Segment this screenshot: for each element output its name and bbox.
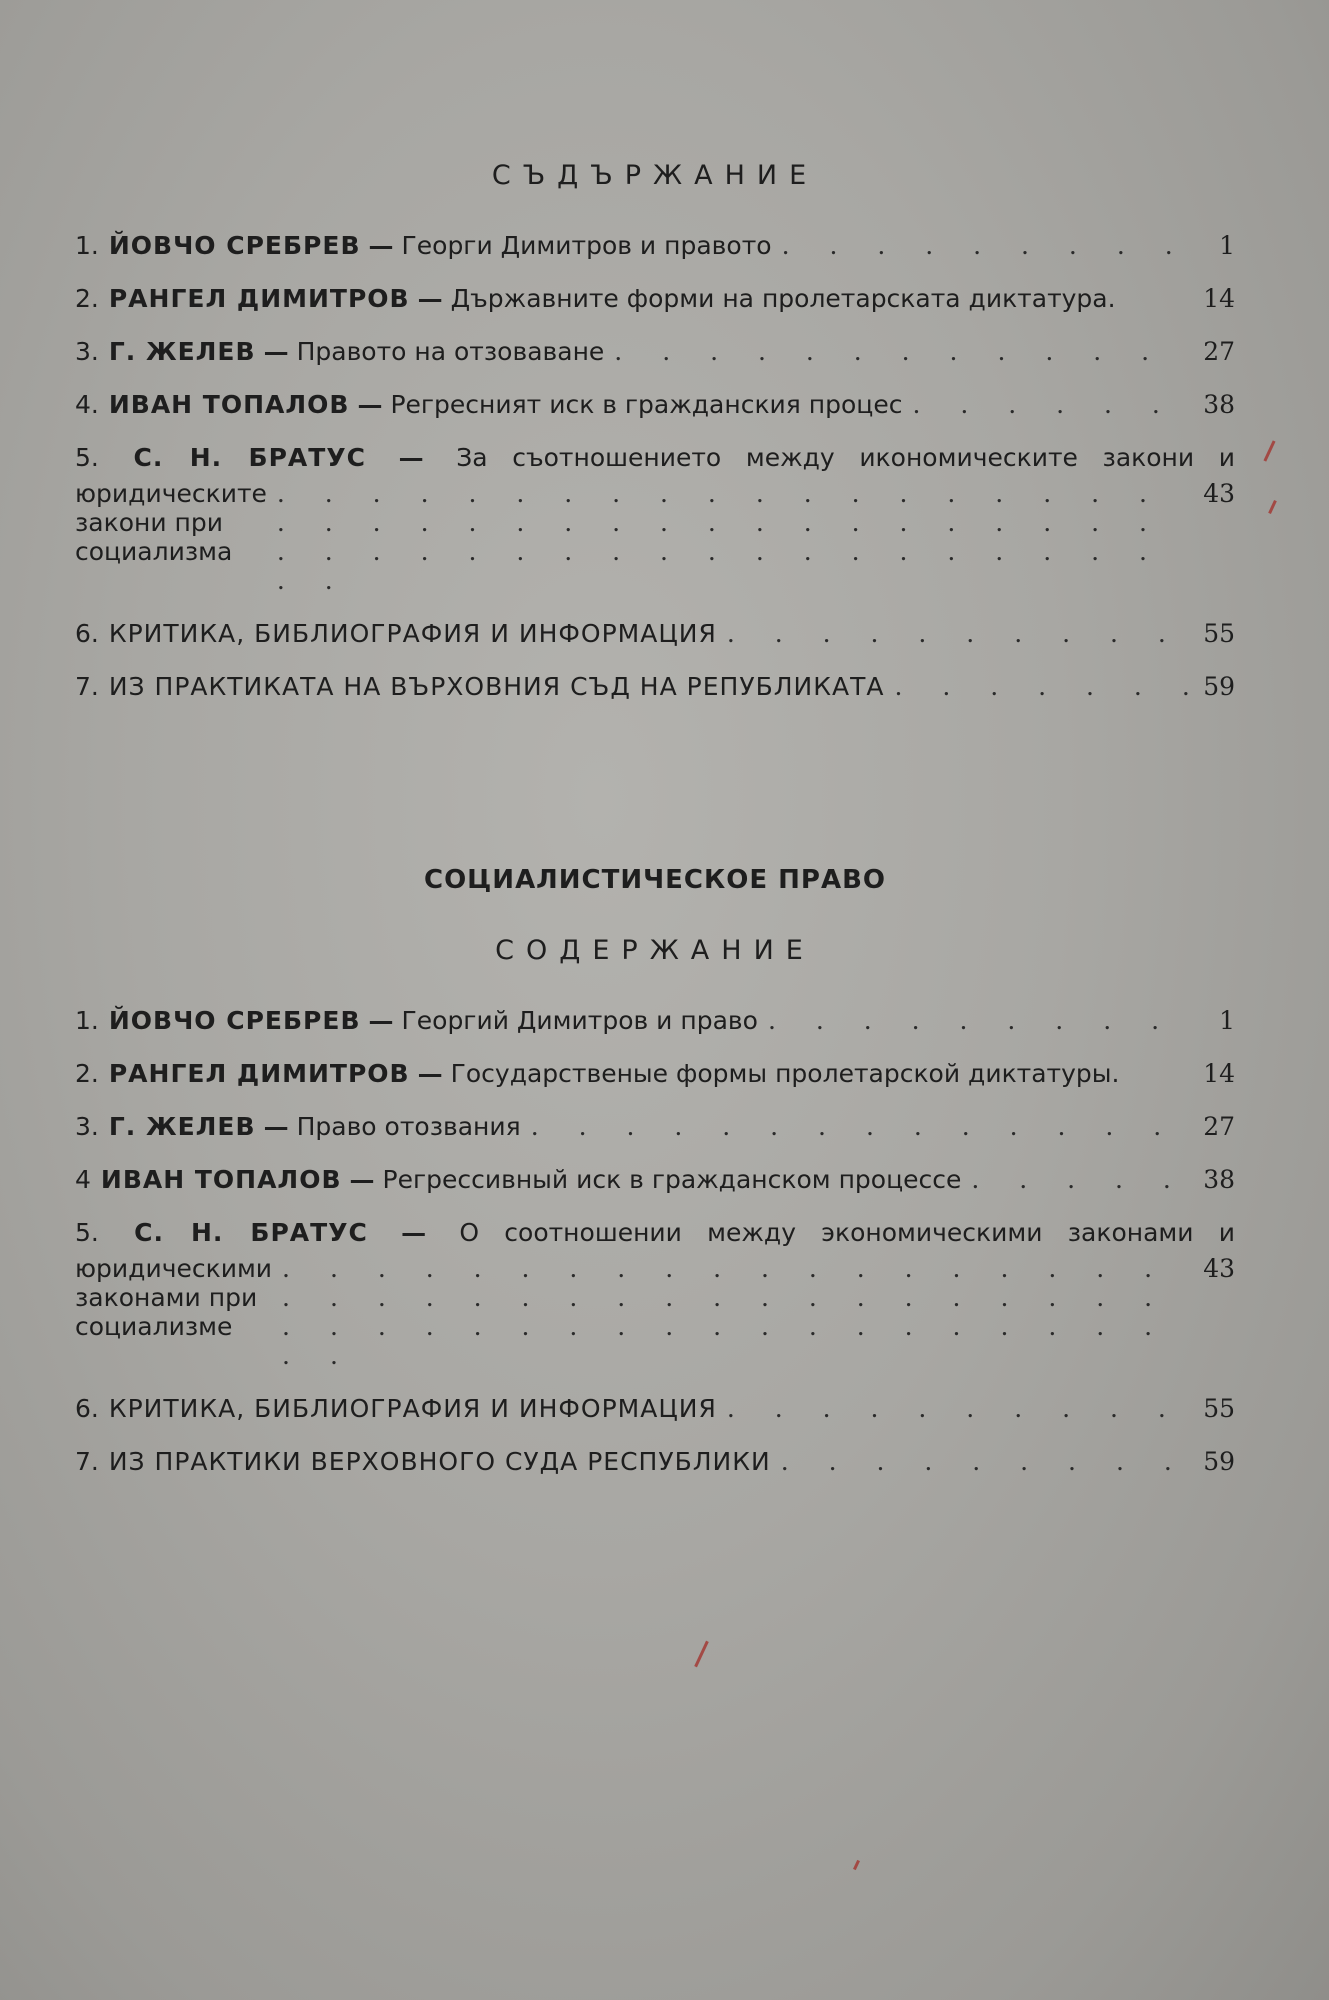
item-title: Правото на отзоваване bbox=[296, 337, 605, 366]
item-number: 3. bbox=[75, 337, 99, 366]
item-page: 1 bbox=[1219, 1006, 1235, 1035]
item-title: Георги Димитров и правото bbox=[401, 231, 772, 260]
item-number: 1. bbox=[75, 1006, 99, 1035]
toc-item bbox=[75, 443, 1235, 595]
item-dash: — bbox=[417, 1059, 443, 1088]
item-page: 55 bbox=[1203, 1394, 1235, 1423]
item-author: Г. ЖЕЛЕВ bbox=[108, 1112, 256, 1141]
paper-mark bbox=[694, 1641, 709, 1668]
dot-leader bbox=[727, 619, 1191, 648]
dot-leader bbox=[971, 1165, 1191, 1194]
item-dash: — bbox=[263, 1112, 289, 1141]
toc-list-bg bbox=[75, 231, 1235, 701]
toc-item bbox=[75, 390, 1235, 419]
item-page: 38 bbox=[1203, 1165, 1235, 1194]
item-number: 7. bbox=[75, 1447, 99, 1476]
item-author: ИВАН ТОПАЛОВ bbox=[100, 1165, 342, 1194]
dot-leader bbox=[894, 672, 1191, 701]
toc-item bbox=[75, 1059, 1235, 1088]
toc-item bbox=[75, 1218, 1235, 1370]
dot-leader bbox=[282, 1254, 1191, 1370]
item-dash: — bbox=[368, 231, 394, 260]
journal-title: СОЦИАЛИСТИЧЕСКОЕ ПРАВО bbox=[424, 865, 886, 895]
item-number: 4 bbox=[75, 1165, 91, 1194]
paper-mark bbox=[1268, 500, 1277, 514]
item-dash: — bbox=[349, 1165, 375, 1194]
toc-item bbox=[75, 1447, 1235, 1476]
toc-list-ru bbox=[75, 1006, 1235, 1476]
toc-item bbox=[75, 1394, 1235, 1423]
item-page: 27 bbox=[1203, 337, 1235, 366]
item-dash: — bbox=[398, 443, 424, 472]
item-number: 2. bbox=[75, 284, 99, 313]
item-second-line bbox=[75, 1254, 1235, 1370]
item-title: Георгий Димитров и право bbox=[401, 1006, 758, 1035]
russian-contents bbox=[75, 865, 1235, 1500]
item-number: 6. bbox=[75, 1394, 99, 1423]
item-first-line bbox=[75, 443, 1235, 473]
item-title-continued: юридическими законами при социализме bbox=[75, 1254, 273, 1341]
item-title: О соотношении между экономическими законами и bbox=[459, 1218, 1236, 1247]
contents-heading-ru: СОДЕРЖАНИЕ bbox=[495, 935, 815, 966]
item-page: 43 bbox=[1203, 1254, 1235, 1283]
toc-item bbox=[75, 1112, 1235, 1141]
toc-item bbox=[75, 672, 1235, 701]
item-dash: — bbox=[417, 284, 443, 313]
item-section-title: КРИТИКА, БИБЛИОГРАФИЯ И ИНФОРМАЦИЯ bbox=[108, 619, 717, 648]
dot-leader bbox=[531, 1112, 1191, 1141]
item-page: 38 bbox=[1203, 390, 1235, 419]
toc-item bbox=[75, 619, 1235, 648]
item-page: 43 bbox=[1203, 479, 1235, 508]
item-page: 14 bbox=[1203, 284, 1235, 313]
dot-leader bbox=[277, 479, 1191, 595]
item-first-line bbox=[75, 1218, 1235, 1248]
dot-leader bbox=[614, 337, 1191, 366]
toc-item bbox=[75, 231, 1235, 260]
dot-leader bbox=[768, 1006, 1191, 1035]
item-section-title: ИЗ ПРАКТИКИ ВЕРХОВНОГО СУДА РЕСПУБЛИКИ bbox=[108, 1447, 771, 1476]
item-page: 59 bbox=[1203, 1447, 1235, 1476]
item-page: 27 bbox=[1203, 1112, 1235, 1141]
item-title: Регрессивный иск в гражданском процессе bbox=[382, 1165, 962, 1194]
item-title: Право отозвания bbox=[296, 1112, 521, 1141]
item-number: 4. bbox=[75, 390, 99, 419]
item-dash: — bbox=[401, 1218, 427, 1247]
item-author: ИВАН ТОПАЛОВ bbox=[108, 390, 350, 419]
dot-leader bbox=[727, 1394, 1191, 1423]
item-author: С. Н. БРАТУС bbox=[134, 1218, 368, 1247]
item-number: 1. bbox=[75, 231, 99, 260]
item-section-title: КРИТИКА, БИБЛИОГРАФИЯ И ИНФОРМАЦИЯ bbox=[108, 1394, 717, 1423]
toc-item bbox=[75, 1165, 1235, 1194]
paper-mark bbox=[1263, 440, 1275, 461]
dot-leader bbox=[782, 231, 1191, 260]
contents-heading-bg: СЪДЪРЖАНИЕ bbox=[491, 160, 819, 191]
item-number: 5. bbox=[75, 1218, 99, 1247]
item-page: 14 bbox=[1203, 1059, 1235, 1088]
item-author: ЙОВЧО СРЕБРЕВ bbox=[108, 231, 361, 260]
bulgarian-contents bbox=[75, 160, 1235, 725]
item-title: Государственые формы пролетарской диктатуры. bbox=[450, 1059, 1120, 1088]
item-title: За съотношението между икономическите закони и bbox=[456, 443, 1236, 472]
item-page: 59 bbox=[1203, 672, 1235, 701]
item-title: Регресният иск в гражданския процес bbox=[390, 390, 903, 419]
item-author: РАНГЕЛ ДИМИТРОВ bbox=[108, 284, 410, 313]
dot-leader bbox=[781, 1447, 1191, 1476]
item-page: 1 bbox=[1219, 231, 1235, 260]
paper-mark bbox=[853, 1860, 860, 1870]
item-number: 2. bbox=[75, 1059, 99, 1088]
toc-item bbox=[75, 1006, 1235, 1035]
item-number: 6. bbox=[75, 619, 99, 648]
toc-item bbox=[75, 337, 1235, 366]
item-page: 55 bbox=[1203, 619, 1235, 648]
item-second-line bbox=[75, 479, 1235, 595]
item-dash: — bbox=[263, 337, 289, 366]
dot-leader bbox=[912, 390, 1191, 419]
item-title-continued: юридическите закони при социализма bbox=[75, 479, 267, 566]
item-author: ЙОВЧО СРЕБРЕВ bbox=[108, 1006, 361, 1035]
item-number: 7. bbox=[75, 672, 99, 701]
item-title: Държавните форми на пролетарската диктатура. bbox=[450, 284, 1116, 313]
item-number: 5. bbox=[75, 443, 99, 472]
toc-item bbox=[75, 284, 1235, 313]
item-number: 3. bbox=[75, 1112, 99, 1141]
item-author: Г. ЖЕЛЕВ bbox=[108, 337, 256, 366]
item-author: РАНГЕЛ ДИМИТРОВ bbox=[108, 1059, 410, 1088]
item-dash: — bbox=[357, 390, 383, 419]
item-dash: — bbox=[368, 1006, 394, 1035]
item-section-title: ИЗ ПРАКТИКАТА НА ВЪРХОВНИЯ СЪД НА РЕПУБЛИКАТА bbox=[108, 672, 885, 701]
item-author: С. Н. БРАТУС bbox=[133, 443, 366, 472]
